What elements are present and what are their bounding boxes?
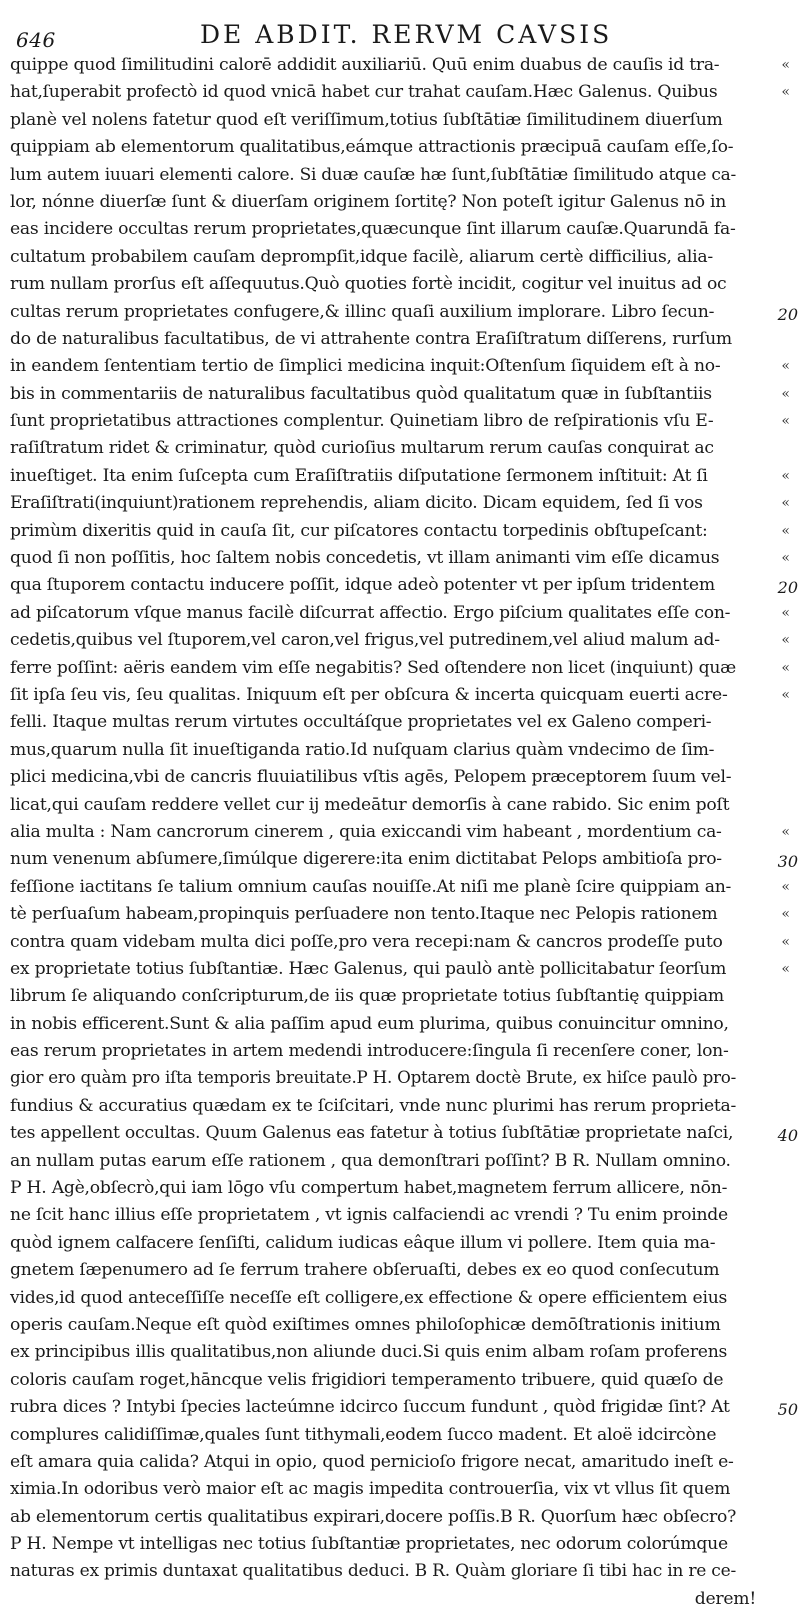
line-text: ſunt proprietatibus attractiones complentur. Quinetiam libro de reſpirationis vſu E- <box>10 411 714 432</box>
running-title: DE ABDIT. RERVM CAVSIS <box>200 20 613 49</box>
text-line <box>10 1175 756 1202</box>
line-text: feſſione iactitans ſe talium omnium cauſas nouiſſe.At niſi me planè ſcire quippiam an- <box>10 876 732 897</box>
line-text: licat,qui cauſam reddere vellet cur ij medeātur demorſis à cane rabido. Sic enim poſt <box>10 794 730 815</box>
text-line <box>10 1449 756 1476</box>
line-text: raſiſtratum ridet & criminatur, quòd curioſius multarum rerum cauſas conquirat ac <box>10 438 714 459</box>
text-line <box>10 901 790 928</box>
quotation-marker: « <box>781 522 790 539</box>
line-text: coloris cauſam roget,hāncque velis frigidiori temperamento tribuere, quid quæſo de <box>10 1369 724 1390</box>
line-text: an nullam putas earum eſſe rationem , qua demonſtrari poſſint? B R. Nullam omnino. <box>10 1150 731 1171</box>
quotation-marker: « <box>781 413 790 430</box>
quotation-marker: « <box>781 467 790 484</box>
line-text: ab elementorum certis qualitatibus expirari,docere poſſis.B R. Quorſum hæc obſecro? <box>10 1506 737 1527</box>
text-line <box>10 1531 756 1558</box>
line-text: P H. Agè,obſecrò,qui iam lōgo vſu compertum habet,magnetem ferrum allicere, nōn- <box>10 1178 728 1199</box>
quotation-marker: « <box>781 659 790 676</box>
line-text: quippiam ab elementorum qualitatibus,eámque attractionis præcipuā cauſam eſſe,ſo- <box>10 137 734 158</box>
quotation-marker: « <box>781 84 790 101</box>
line-text: fundius & accuratius quædam ex te ſciſcitari, vnde nunc plurimi has rerum proprieta- <box>10 1095 737 1116</box>
text-line <box>10 1285 756 1312</box>
text-line <box>10 1476 756 1503</box>
line-text: plici medicina,vbi de cancris fluuiatilibus vſtis agēs, Pelopem præceptorem ſuum vel- <box>10 767 732 788</box>
text-line <box>10 134 756 161</box>
text-line <box>10 709 756 736</box>
quotation-marker: « <box>781 358 790 375</box>
text-line <box>10 1011 756 1038</box>
quotation-marker: « <box>781 960 790 977</box>
text-line <box>10 983 756 1010</box>
text-line <box>10 490 790 517</box>
quotation-marker: « <box>781 686 790 703</box>
text-line <box>10 1230 756 1257</box>
page-number: 646 <box>16 28 56 52</box>
quotation-marker: « <box>781 57 790 73</box>
line-text: lor, nónne diuerſæ ſunt & diuerſam originem ſortitę? Non poteſt igitur Galenus nō in <box>10 191 727 212</box>
text-line <box>10 107 756 134</box>
line-text: quippe quod ſimilitudini calorē addidit auxiliariū. Quū enim duabus de cauſis id tra- <box>10 55 720 75</box>
quotation-marker: « <box>781 823 790 840</box>
text-line <box>10 1257 756 1284</box>
text-line <box>10 737 756 764</box>
line-text: felli. Itaque multas rerum virtutes occultáſque proprietates vel ex Galeno comperi- <box>10 712 712 733</box>
line-text: rum nullam prorſus eſt aſſequutus.Quò quoties fortè incidit, cogitur vel inuitus ad oc <box>10 274 727 295</box>
line-text: ex proprietate totius ſubſtantiæ. Hæc Galenus, qui paulò antè pollicitabatur ſeorſum <box>10 958 727 979</box>
line-text: tè perſuaſum habeam,propinquis perſuadere non tento.Itaque nec Pelopis rationem <box>10 904 718 925</box>
text-line <box>10 1586 756 1613</box>
line-text: complures calidiſſimæ,quales ſunt tithymali,eodem ſucco madent. Et aloë idcircòne <box>10 1424 717 1445</box>
line-text: in nobis efficerent.Sunt & alia paſſim apud eum plurima, quibus conuincitur omnino, <box>10 1013 729 1034</box>
text-line <box>10 627 790 654</box>
line-text: inueſtiget. Ita enim ſuſcepta cum Eraſiſtratiis diſputatione ſermonem inſtituit: At ſi <box>10 465 708 486</box>
text-line <box>10 1558 756 1585</box>
text-line <box>10 600 790 627</box>
page-header <box>10 18 756 52</box>
line-text: operis cauſam.Neque eſt quòd exiſtimes omnes philoſophicæ demōſtrationis initium <box>10 1314 721 1335</box>
line-text: P H. Nempe vt intelligas nec totius ſubſtantiæ proprietates, nec odorum colorúmque <box>10 1534 728 1555</box>
line-text: ne ſcit hanc illius eſſe proprietatem , vt ignis calfaciendi ac vrendi ? Tu enim proinde <box>10 1205 728 1226</box>
text-line <box>10 545 790 572</box>
line-text: do de naturalibus facultatibus, de vi attrahente contra Eraſiſtratum diſſerens, rurſum <box>10 328 732 349</box>
quotation-marker: « <box>781 604 790 621</box>
text-line <box>10 819 790 846</box>
text-line <box>10 244 756 271</box>
text-line <box>10 682 790 709</box>
line-text: qua ſtuporem contactu inducere poſſit, idque adeò potenter vt per ipſum tridentem <box>10 575 715 596</box>
text-line <box>10 572 798 599</box>
text-line <box>10 1093 756 1120</box>
line-text: gnetem ſæpenumero ad ſe ferrum trahere obſeruaſti, debes ex eo quod conſecutum <box>10 1260 720 1281</box>
line-text: tes appellent occultas. Quum Galenus eas fatetur à totius ſubſtātiæ proprietate naſci, <box>10 1123 734 1144</box>
text-line <box>10 1504 756 1531</box>
line-text: contra quam videbam multa dici poſſe,pro vera recepi:nam & cancros prodeſſe puto <box>10 931 723 952</box>
line-text: cultas rerum proprietates confugere,& illinc quaſi auxilium implorare. Libro ſecun- <box>10 301 715 322</box>
text-line <box>10 408 790 435</box>
text-line <box>10 518 790 545</box>
margin-line-number: 20 <box>777 304 798 324</box>
line-text: ad piſcatorum vſque manus facilè diſcurrat affectio. Ergo piſcium qualitates eſſe con- <box>10 602 731 623</box>
line-text: quod ſi non poſſitis, hoc ſaltem nobis concedetis, vt illam animanti vim eſſe dicamus <box>10 548 720 569</box>
text-line <box>10 353 790 380</box>
line-text: gior ero quàm pro iſta temporis breuitate.P H. Optarem doctè Brute, ex hiſce paulò pro- <box>10 1068 737 1089</box>
line-text: eas incidere occultas rerum proprietates,quæcunque ſint illarum cauſæ.Quarundā fa- <box>10 219 736 240</box>
text-line <box>10 929 790 956</box>
line-text: cultatum probabilem cauſam deprompſit,idque facilè, aliarum certè difficilius, alia- <box>10 246 713 267</box>
text-line <box>10 1367 756 1394</box>
text-line <box>10 655 790 682</box>
text-line <box>10 1202 756 1229</box>
line-text: bis in commentariis de naturalibus facultatibus quòd qualitatum quæ in ſubſtantiis <box>10 383 712 404</box>
quotation-marker: « <box>781 878 790 895</box>
text-line <box>10 1038 756 1065</box>
text-line <box>10 792 756 819</box>
text-line <box>10 162 756 189</box>
text-line <box>10 1065 756 1092</box>
line-text: vides,id quod anteceſſiſſe neceſſe eſt colligere,ex effectione & opere efficientem eius <box>10 1287 728 1308</box>
line-text: planè vel nolens fatetur quod eſt veriſſimum,totius ſubſtātiæ ſimilitudinem diuerſum <box>10 109 723 130</box>
text-line <box>10 271 756 298</box>
line-text: alia multa : Nam cancrorum cinerem , quia exiccandi vim habeant , mordentium ca- <box>10 821 722 842</box>
line-text: ximia.In odoribus verò maior eſt ac magis impedita controuerſia, vix vt vllus ſit quem <box>10 1479 731 1500</box>
line-text: cedetis,quibus vel ſtuporem,vel caron,vel frigus,vel putredinem,vel aliud malum ad- <box>10 630 720 651</box>
text-line <box>10 52 790 79</box>
line-text: mus,quarum nulla ſit inueſtiganda ratio.Id nuſquam clarius quàm vndecimo de ſim- <box>10 739 715 760</box>
quotation-marker: « <box>781 632 790 649</box>
line-text: lum autem iuuari elementi calore. Si duæ cauſæ hæ ſunt,ſubſtātiæ ſimilitudo atque ca- <box>10 164 737 185</box>
margin-line-number: 40 <box>777 1126 798 1146</box>
text-line <box>10 1394 798 1421</box>
line-text: ex principibus illis qualitatibus,non aliunde duci.Si quis enim albam roſam proferens <box>10 1342 728 1363</box>
text-line <box>10 956 790 983</box>
body-text <box>10 52 798 1613</box>
text-line <box>10 381 790 408</box>
text-line <box>10 189 756 216</box>
line-text: naturas ex primis duntaxat qualitatibus deduci. B R. Quàm gloriare ſi tibi hac in re ce- <box>10 1561 736 1582</box>
line-text: hat,ſuperabit profectò id quod vnicā habet cur trahat cauſam.Hæc Galenus. Quibus <box>10 82 718 103</box>
text-line <box>10 1339 756 1366</box>
line-text: eas rerum proprietates in artem medendi introducere:ſingula ſi recenſere coner, lon- <box>10 1041 729 1062</box>
line-text: derem! <box>694 1588 756 1609</box>
margin-line-number: 30 <box>777 852 798 872</box>
line-text: eſt amara quia calida? Atqui in opio, quod pernicioſo frigore necat, amaritudo ineſt e- <box>10 1451 734 1472</box>
text-line <box>10 299 798 326</box>
text-line <box>10 1422 756 1449</box>
line-text: ſit ipſa ſeu vis, ſeu qualitas. Iniquum eſt per obſcura & incerta quicquam euerti acre- <box>10 684 728 705</box>
text-line <box>10 1120 798 1147</box>
line-text: ferre poſſint: aëris eandem vim eſſe negabitis? Sed oſtendere non licet (inquiunt) quæ <box>10 657 736 678</box>
text-line <box>10 1148 756 1175</box>
quotation-marker: « <box>781 495 790 512</box>
text-line <box>10 326 756 353</box>
line-text: in eandem ſententiam tertio de ſimplici medicina inquit:Oſtenſum ſiquidem eſt à no- <box>10 356 721 377</box>
line-text: quòd ignem calfacere ſenſiſti, calidum iudicas eâque illum vi pollere. Item quia ma- <box>10 1232 716 1253</box>
line-text: Eraſiſtrati(inquiunt)rationem reprehendis, aliam dicito. Dicam equidem, ſed ſi vos <box>10 493 703 514</box>
line-text: num venenum abſumere,ſimúlque digerere:ita enim dictitabat Pelops ambitioſa pro- <box>10 849 722 870</box>
text-line <box>10 435 756 462</box>
text-line <box>10 764 756 791</box>
text-line <box>10 846 798 873</box>
text-line <box>10 79 790 106</box>
line-text: primùm dixeritis quid in cauſa ſit, cur piſcatores contactu torpedinis obſtupeſcant: <box>10 520 708 541</box>
quotation-marker: « <box>781 385 790 402</box>
quotation-marker: « <box>781 550 790 567</box>
quotation-marker: « <box>781 933 790 950</box>
margin-line-number: 20 <box>777 578 798 598</box>
quotation-marker: « <box>781 906 790 923</box>
text-line <box>10 874 790 901</box>
text-line <box>10 1312 756 1339</box>
margin-line-number: 50 <box>777 1400 798 1420</box>
text-line <box>10 463 790 490</box>
text-line <box>10 216 756 243</box>
line-text: rubra dices ? Intybi ſpecies lacteúmne idcirco ſuccum fundunt , quòd frigidæ ſint? At <box>10 1397 730 1418</box>
line-text: librum ſe aliquando conſcripturum,de iis quæ proprietate totius ſubſtantię quippiam <box>10 986 724 1007</box>
